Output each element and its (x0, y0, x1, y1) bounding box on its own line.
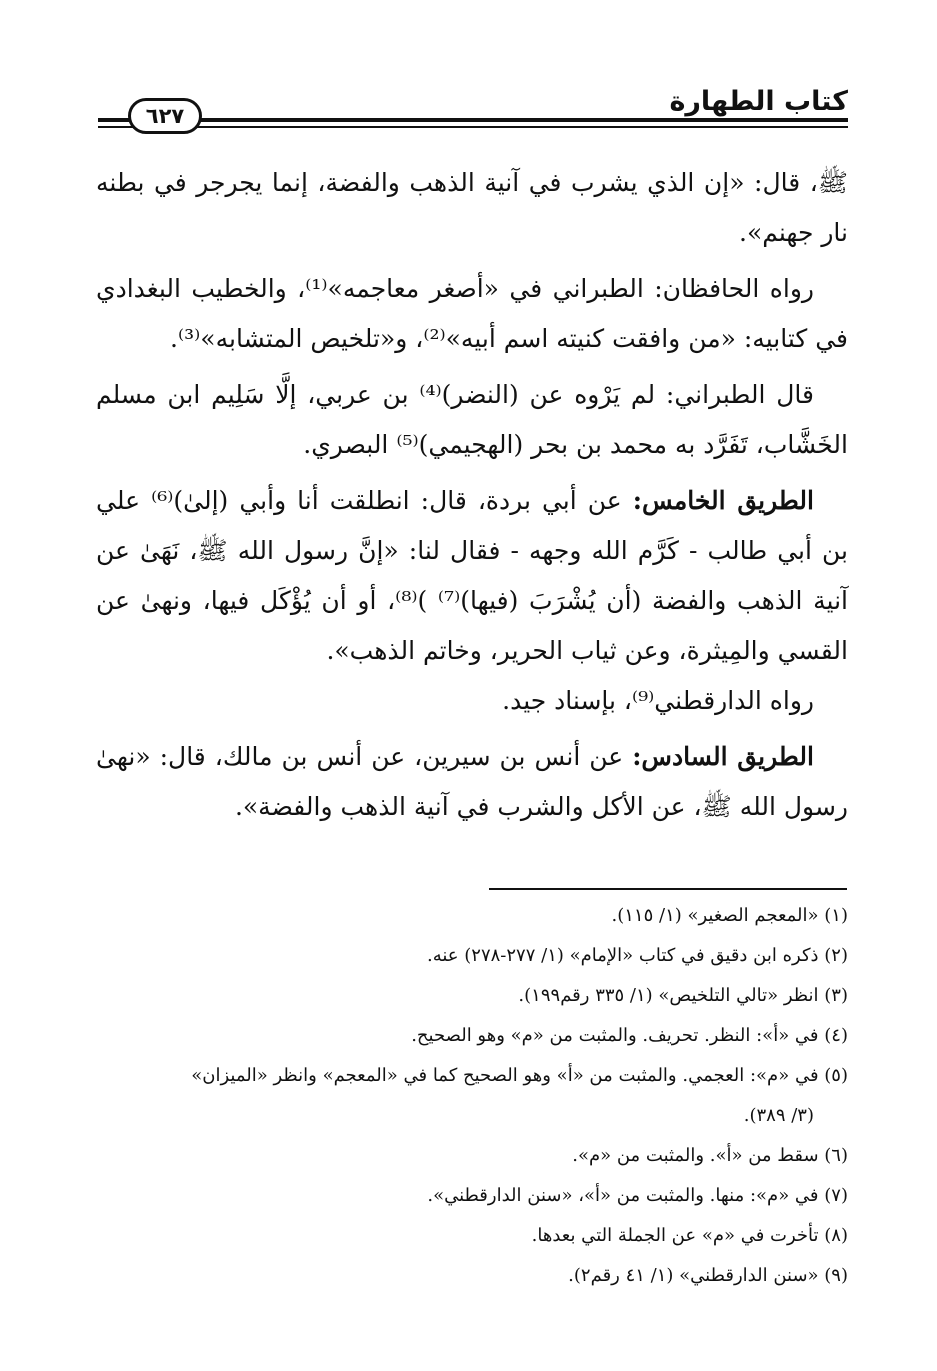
footnote-5-continuation: (٣/ ٣٨٩). (743, 1105, 814, 1126)
header-rule-thick (98, 118, 848, 122)
main-text (96, 158, 848, 832)
footnotes (96, 896, 848, 1296)
fifth-route-text: عن أبي بردة، قال: انطلقت أنا وأبي (إلىٰ)⁽⁶⁾ علي بن أبي طالب - كَرَّم الله وجهه - فقال لنا: «إنَّ رسول الله ﷺ، نَهَىٰ عن آنية الذهب والفضة (أن يُشْرَبَ (فيها)⁽⁷⁾ )⁽⁸⁾، أو أن يُؤْكَل فيها، ونهىٰ عن القسي والمِيثرة، وعن ثياب الحرير، وخاتم الذهب». (96, 486, 848, 665)
paragraph-6 (96, 732, 848, 832)
footnote-9: (٩) «سنن الدارقطني» (١/ ٤١ رقم٢). (568, 1265, 848, 1286)
paragraph-1: ﷺ، قال: «إن الذي يشرب في آنية الذهب والفضة، إنما يجرجر في بطنه نار جهنم». (96, 168, 848, 247)
sixth-route-text: عن أنس بن سيرين، عن أنس بن مالك، قال: «نهىٰ رسول الله ﷺ، عن الأكل والشرب في آنية الذهب والفضة». (96, 742, 848, 821)
footnote-7: (٧) في «م»: منها. والمثبت من «أ»، «سنن الدارقطني». (427, 1185, 848, 1206)
footnote-5: (٥) في «م»: العجمي. والمثبت من «أ» وهو الصحيح كما في «المعجم» وانظر «الميزان» (191, 1065, 848, 1086)
sixth-route-heading: الطريق السادس: (632, 742, 814, 771)
header-rule-thin (98, 126, 848, 128)
page-number: ٦٢٧ (145, 104, 185, 128)
paragraph-5: رواه الدارقطني⁽⁹⁾، بإسناد جيد. (502, 686, 814, 715)
paragraph-4 (96, 476, 848, 676)
footnote-1: (١) «المعجم الصغير» (١/ ١١٥). (611, 905, 848, 926)
paragraph-3: قال الطبراني: لم يَرْوه عن (النضر)⁽⁴⁾ بن عربي، إلَّا سَلِيم ابن مسلم الخَشَّاب، تَفَرَّد به محمد بن بحر (الهجيمي)⁽⁵⁾ البصري. (96, 380, 848, 459)
footnote-6: (٦) سقط من «أ». والمثبت من «م». (572, 1145, 848, 1166)
footnote-8: (٨) تأخرت في «م» عن الجملة التي بعدها. (531, 1225, 848, 1246)
footnote-3: (٣) انظر «تالي التلخيص» (١/ ٣٣٥ رقم١٩٩). (518, 985, 848, 1006)
page-number-badge (128, 98, 202, 134)
footnote-4: (٤) في «أ»: النظر. تحريف. والمثبت من «م» وهو الصحيح. (411, 1025, 848, 1046)
footnote-separator (489, 888, 847, 890)
book-title: كتاب الطهارة (669, 86, 848, 117)
fifth-route-heading: الطريق الخامس: (632, 486, 814, 515)
page-header (98, 78, 848, 138)
footnote-2: (٢) ذكره ابن دقيق في كتاب «الإمام» (١/ ٢٧٧-٢٧٨) عنه. (426, 945, 848, 966)
paragraph-2: رواه الحافظان: الطبراني في «أصغر معاجمه»⁽¹⁾، والخطيب البغدادي في كتابيه: «من وافقت كنيته اسم أبيه»⁽²⁾، و«تلخيص المتشابه»⁽³⁾. (96, 274, 848, 353)
